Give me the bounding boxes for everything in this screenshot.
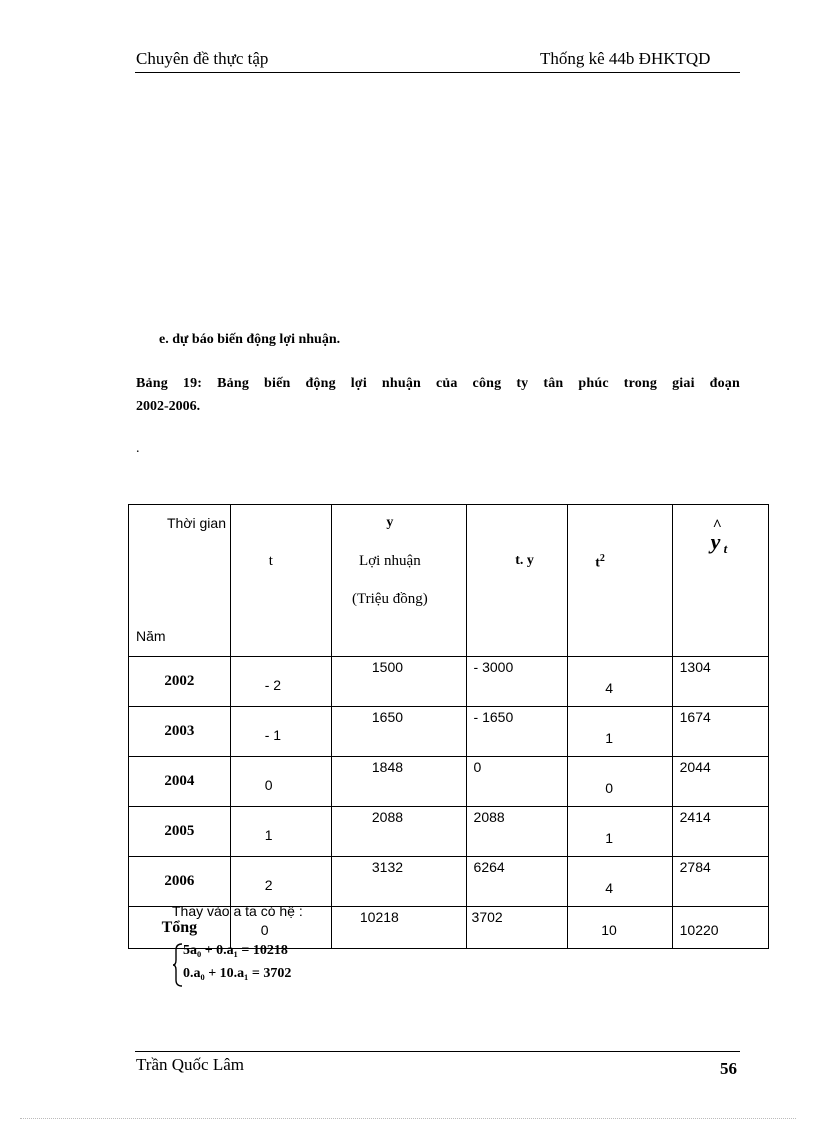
header-y-label: y: [386, 515, 394, 530]
cell-ty: 3702: [466, 907, 568, 949]
cell-t: - 2: [230, 657, 331, 707]
header-time-year: [129, 505, 231, 657]
header-ty-label: t. y: [515, 553, 534, 568]
cell-t: 2: [230, 857, 331, 907]
table-caption-continued: 2002-2006.: [136, 399, 201, 414]
year-value: 2006: [164, 873, 195, 889]
header-profit-label: Lợi nhuận: [359, 553, 421, 569]
t2-base: t: [595, 555, 600, 571]
yhat-base: y: [710, 529, 721, 554]
header-t: [230, 505, 331, 657]
cell-t2: 10: [568, 907, 672, 949]
equation-1: 5a₀ + 0.a₁ = 10218: [183, 943, 288, 958]
table-row-2005: [129, 807, 769, 857]
year-value: 2004: [164, 773, 195, 789]
header-subtitle: Thống kê 44b ĐHKTQD: [540, 49, 711, 68]
header-unit-label: (Triệu đồng): [352, 591, 428, 607]
cell-yhat: 10220: [672, 907, 768, 949]
cell-t2: 0: [568, 757, 672, 807]
header-rule: [135, 72, 740, 73]
cell-yhat: 2784: [672, 857, 768, 907]
cell-t: - 1: [230, 707, 331, 757]
cell-y: 1650: [331, 707, 466, 757]
cell-t: 0: [230, 907, 331, 949]
cell-y: 10218: [331, 907, 466, 949]
cell-yhat: 1674: [672, 707, 768, 757]
yhat-subscript: t: [723, 541, 728, 556]
yhat-hat: ^: [712, 517, 722, 534]
header-t2: [568, 505, 672, 657]
cell-t: 1: [230, 807, 331, 857]
profit-table: [128, 504, 769, 949]
cell-y: 1500: [331, 657, 466, 707]
table-row-2006: [129, 857, 769, 907]
cell-year: [129, 857, 231, 907]
header-time-label: Thời gian: [167, 515, 226, 531]
table-row-2002: [129, 657, 769, 707]
cell-t2: 1: [568, 707, 672, 757]
table-caption: Bảng 19: Bảng biến động lợi nhuận của công ty tân phúc trong giai đoạn: [136, 376, 740, 391]
cell-t2: 1: [568, 807, 672, 857]
footer-author: Trần Quốc Lâm: [136, 1055, 244, 1074]
cell-ty: 6264: [466, 857, 568, 907]
cell-year: [129, 657, 231, 707]
cell-ty: 2088: [466, 807, 568, 857]
year-value: 2005: [164, 823, 195, 839]
cell-y: 2088: [331, 807, 466, 857]
cell-t2: 4: [568, 857, 672, 907]
cell-year: [129, 807, 231, 857]
cell-ty: 0: [466, 757, 568, 807]
table-row-2004: [129, 757, 769, 807]
total-label: Tổng: [161, 918, 198, 936]
section-heading: e. dự báo biến động lợi nhuận.: [159, 332, 341, 347]
year-value: 2003: [164, 723, 195, 739]
header-yhat: [672, 505, 768, 657]
cell-t: 0: [230, 757, 331, 807]
cell-y: 1848: [331, 757, 466, 807]
cell-yhat: 2414: [672, 807, 768, 857]
cell-y: 3132: [331, 857, 466, 907]
cell-year: [129, 757, 231, 807]
header-year-label: Năm: [136, 628, 166, 644]
cell-yhat: 1304: [672, 657, 768, 707]
page-number: 56: [720, 1059, 737, 1078]
footer-rule: [135, 1051, 740, 1052]
t2-exponent: 2: [599, 553, 605, 564]
equation-2: 0.a₀ + 10.a₁ = 3702: [183, 966, 292, 981]
header-t-label: t: [268, 553, 273, 569]
dot-mark: .: [136, 441, 140, 456]
header-y: [331, 505, 466, 657]
cell-yhat: 2044: [672, 757, 768, 807]
table-header-row: [129, 505, 769, 657]
year-value: 2002: [164, 673, 195, 689]
page-bottom-edge: [20, 1118, 796, 1119]
cell-year: [129, 707, 231, 757]
cell-ty: - 1650: [466, 707, 568, 757]
header-title: Chuyên đề thực tập: [136, 49, 269, 68]
header-ty: [466, 505, 568, 657]
table-row-2003: [129, 707, 769, 757]
header-t2-label: [595, 553, 605, 572]
substitution-text: Thay vào a ta có hệ :: [172, 903, 303, 919]
cell-t2: 4: [568, 657, 672, 707]
cell-ty: - 3000: [466, 657, 568, 707]
